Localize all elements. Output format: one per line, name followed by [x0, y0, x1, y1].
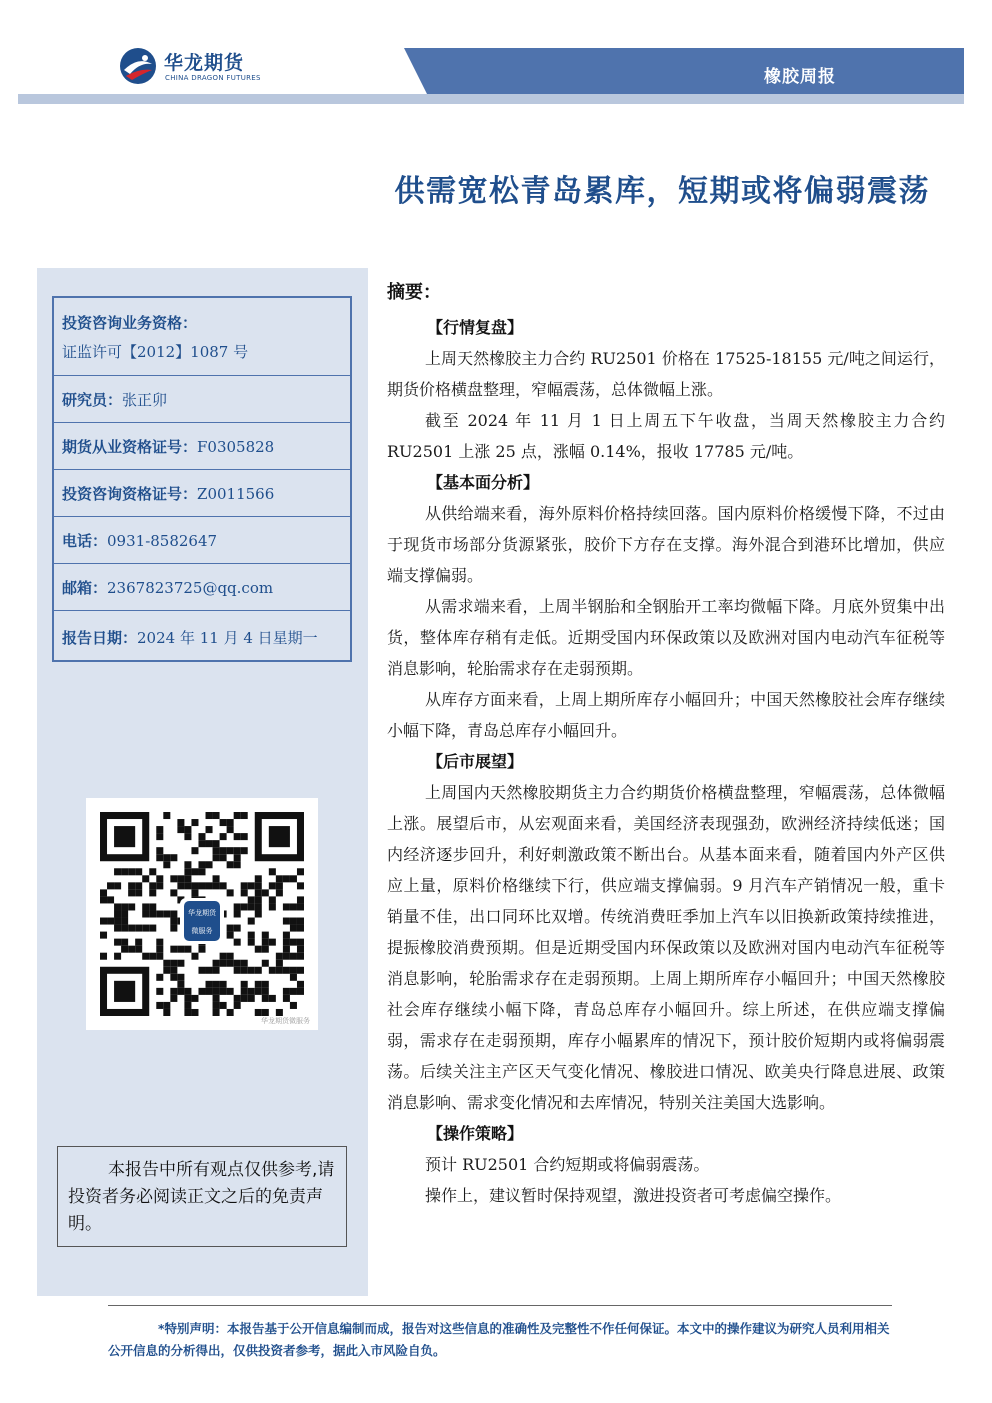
company-logo: [118, 44, 278, 90]
qr-code-icon: [100, 812, 304, 1016]
report-date-row: [54, 611, 350, 663]
researcher-row: [54, 376, 350, 423]
sidebar-disclaimer: 本报告中所有观点仅供参考,请投资者务必阅读正文之后的免责声明。: [57, 1146, 347, 1247]
paragraph: 操作上，建议暂时保持观望，激进投资者可考虑偏空操作。: [425, 1186, 842, 1205]
qualification-label: 投资咨询业务资格：: [62, 313, 198, 332]
phone-row: [54, 517, 350, 564]
qualification-value: 证监许可【2012】1087 号: [62, 342, 249, 361]
advisory-cert-label: 投资咨询资格证号：: [62, 484, 198, 503]
futures-cert-label: 期货从业资格证号：: [62, 437, 198, 456]
paragraph: 从需求端来看，上周半钢胎和全钢胎开工率均微幅下降。月底外贸集中出货，整体库存稍有走低。近期受国内环保政策以及欧洲对国内电动汽车征税等消息影响，轮胎需求存在走弱预期。: [387, 597, 945, 678]
paragraph: 预计 RU2501 合约短期或将偏弱震荡。: [425, 1155, 710, 1174]
report-date-label: 报告日期：: [62, 628, 138, 647]
header-band: [18, 94, 964, 104]
email-value: 2367823725@qq.com: [107, 578, 274, 597]
report-type: 橡胶周报: [764, 67, 836, 87]
qualification-row: [54, 298, 350, 376]
footer-divider: [108, 1305, 892, 1306]
qr-caption: 华龙期货微服务: [261, 1017, 310, 1025]
section-heading-strategy: 【操作策略】: [427, 1124, 524, 1143]
abstract-content: [387, 278, 945, 1211]
researcher-label: 研究员：: [62, 390, 123, 409]
paragraph: 从库存方面来看，上周上期所库存小幅回升；中国天然橡胶社会库存继续小幅下降，青岛总库存小幅回升。: [387, 690, 945, 740]
qr-code-card: [86, 798, 318, 1030]
report-title: 供需宽松青岛累库，短期或将偏弱震荡: [394, 174, 930, 209]
qr-brand-text: 华龙期货: [188, 909, 216, 917]
abstract-title: 摘要：: [387, 282, 441, 303]
researcher-value: 张正卯: [122, 390, 168, 409]
footer-disclaimer: *特别声明：本报告基于公开信息编制而成，报告对这些信息的准确性及完整性不作任何保证。本文中的操作建议为研究人员利用相关公开信息的分析得出，仅供投资者参考，据此入市风险自负。: [108, 1321, 890, 1358]
advisory-cert-row: [54, 470, 350, 517]
qr-badge-text: 微服务: [191, 927, 213, 935]
phone-label: 电话：: [62, 531, 108, 550]
email-row: [54, 564, 350, 611]
paragraph: 截至 2024 年 11 月 1 日上周五下午收盘，当周天然橡胶主力合约 RU2501 上涨 25 点，涨幅 0.14%，报收 17785 元/吨。: [387, 411, 945, 461]
dragon-logo-icon: [118, 46, 158, 86]
section-heading-market-review: 【行情复盘】: [427, 318, 524, 337]
analyst-info-box: [52, 296, 352, 662]
paragraph: 上周国内天然橡胶期货主力合约期货价格横盘整理，窄幅震荡，总体微幅上涨。展望后市，从宏观面来看，美国经济表现强劲，欧洲经济持续低迷；国内经济逐步回升，利好刺激政策不断出台。从基本面来看，随着国内外产区供应上量，原料价格继续下行，供应端支撑偏弱。9 月汽车产销情况一般，重卡销量不佳，出口同环比双增。传统消费旺季加上汽车以旧换新政策持续推进，提振橡胶消费预期。但是近期受国内环保政策以及欧洲对国内电动汽车征税等消息影响，轮胎需求存在走弱预期。上周上期所库存小幅回升；中国天然橡胶社会库存继续小幅下降，青岛总库存小幅回升。综上所述，在供应端支撑偏弱，需求存在走弱预期，库存小幅累库的情况下，预计胶价短期内或将偏弱震荡。后续关注主产区天气变化情况、橡胶进口情况、欧美央行降息进展、政策消息影响、需求变化情况和去库情况，特别关注美国大选影响。: [387, 783, 945, 1112]
brand-name-cn: 华龙期货: [164, 52, 245, 74]
email-label: 邮箱：: [62, 578, 108, 597]
section-heading-fundamentals: 【基本面分析】: [427, 473, 540, 492]
brand-name-en: CHINA DRAGON FUTURES: [165, 74, 261, 82]
futures-cert-value: F0305828: [197, 437, 275, 456]
advisory-cert-value: Z0011566: [197, 484, 275, 503]
paragraph: 从供给端来看，海外原料价格持续回落。国内原料价格缓慢下降，不过由于现货市场部分货源紧张，胶价下方存在支撑。海外混合到港环比增加，供应端支撑偏弱。: [387, 504, 945, 585]
section-heading-outlook: 【后市展望】: [427, 752, 524, 771]
report-date-value: 2024 年 11 月 4 日星期一: [137, 628, 318, 647]
futures-cert-row: [54, 423, 350, 470]
phone-value: 0931-8582647: [107, 531, 218, 550]
paragraph: 上周天然橡胶主力合约 RU2501 价格在 17525-18155 元/吨之间运行，期货价格横盘整理，窄幅震荡，总体微幅上涨。: [387, 349, 945, 399]
